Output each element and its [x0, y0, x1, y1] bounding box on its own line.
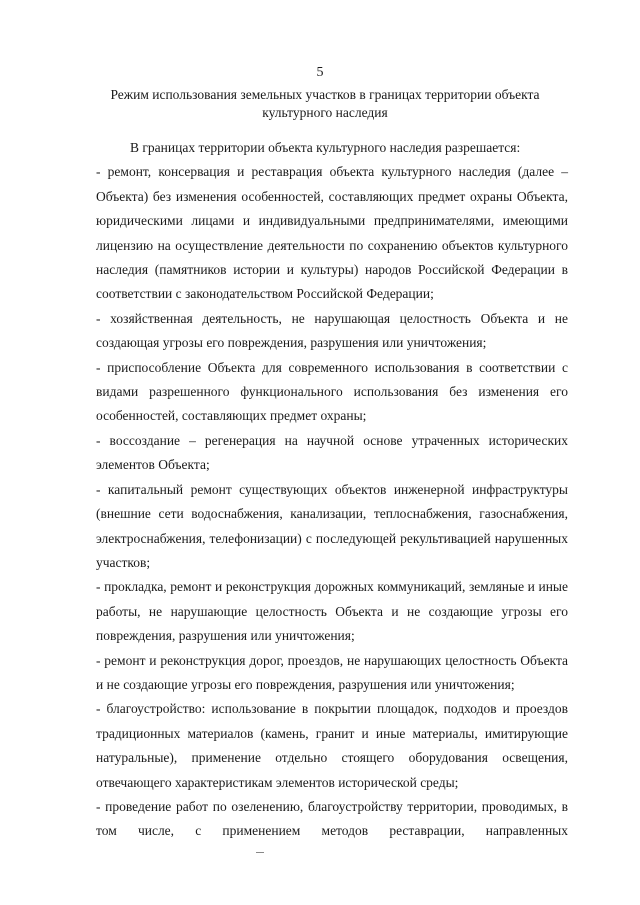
list-item: - капитальный ремонт существующих объектов инженерной инфраструктуры (внешние сети водоснабжения, канализации, теплоснабжения, газоснабжения, электроснабжения, телефонизации) с последующей рекультивацией нарушенных участков; — [96, 481, 568, 570]
list-item: - прокладка, ремонт и реконструкция дорожных коммуникаций, земляные и иные работы, не нарушающие целостность Объекта и не создающие угрозы его повреждения, разрушения или уничтожения; — [96, 579, 568, 644]
document-body — [96, 136, 568, 844]
list-item: - воссоздание – регенерация на научной основе утраченных исторических элементов Объекта; — [96, 432, 568, 473]
footer-mark — [256, 852, 264, 853]
list-item: - хозяйственная деятельность, не нарушающая целостность Объекта и не создающая угрозы его повреждения, разрушения или уничтожения; — [96, 310, 568, 351]
list-item: - ремонт и реконструкция дорог, проездов, не нарушающих целостность Объекта и не создающие угрозы его повреждения, разрушения или уничтожения; — [96, 652, 568, 692]
list-item: - ремонт, консервация и реставрация объекта культурного наследия (далее – Объекта) без изменения особенностей, составляющих предмет охраны Объекта, юридическими лицами и индивидуальными предпринимателями, имеющими лицензию на осуществление деятельности по сохранению объектов культурного наследия (памятников истории и культуры) народов Российской Федерации в соответствии с законодательством Российской Федерации; — [96, 164, 568, 302]
intro-paragraph: В границах территории объекта культурного наследия разрешается: — [130, 140, 521, 155]
section-title: Режим использования земельных участков в границах территории объекта культурного наследия — [110, 87, 540, 120]
list-item: - приспособление Объекта для современного использования в соответствии с видами разрешенного функционального использования без изменения его особенностей, составляющих предмет охраны; — [96, 359, 568, 424]
page-number: 5 — [316, 65, 324, 80]
list-item: - проведение работ по озеленению, благоустройству территории, проводимых, в том числе, с применением методов реставрации, направленных — [96, 798, 568, 839]
list-item: - благоустройство: использование в покрытии площадок, подходов и проездов традиционных материалов (камень, гранит и иные материалы, имитирующие натуральные), применение отдельно стоящего оборудования освещения, отвечающего характеристикам элементов исторической среды; — [96, 701, 568, 790]
